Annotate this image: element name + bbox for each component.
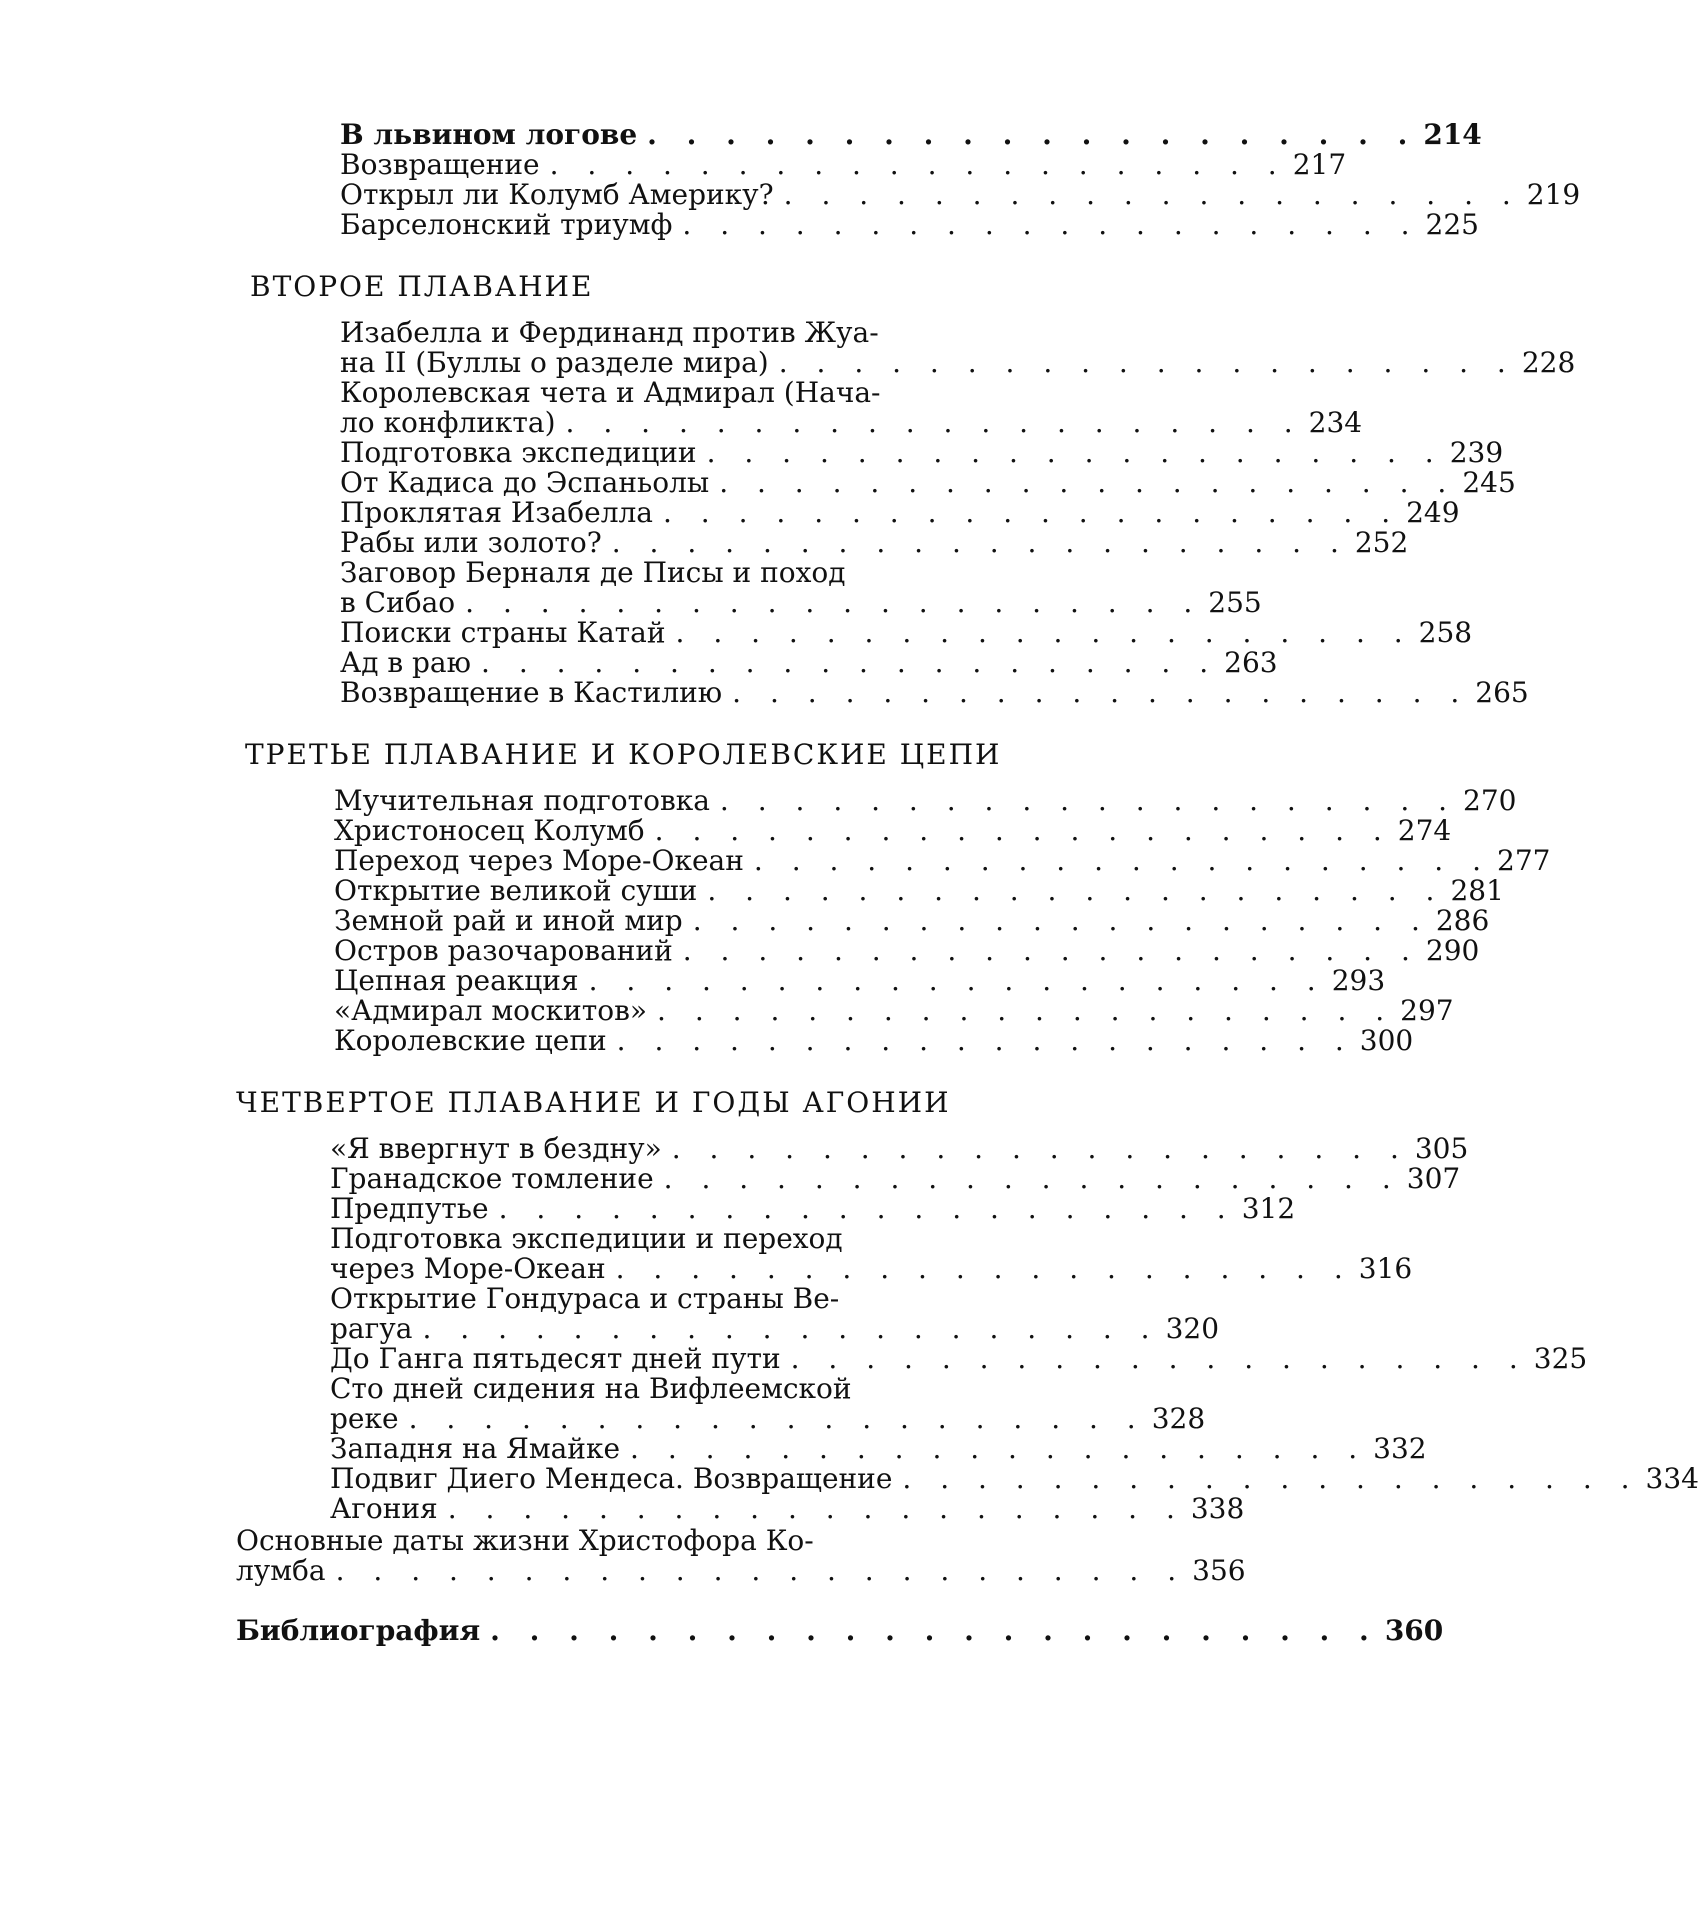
toc-entry: [330, 1404, 970, 1434]
dot-leader: . . . . . . . . . . . . . . . . . . . .: [455, 588, 1208, 618]
toc-entry-page: 297: [1400, 996, 1453, 1026]
dot-leader: . . . . . . . . . . . . . . . . . . . .: [602, 528, 1355, 558]
toc-entry: [340, 468, 980, 498]
dot-leader: . . . . . . . . . . . . . . . . . . . .: [722, 678, 1475, 708]
dot-leader: . . . . . . . . . . . . . . . . . . . .: [744, 846, 1497, 876]
toc-entry: [330, 1164, 970, 1194]
toc-entry-title-line: Подготовка экспедиции и переход: [330, 1224, 843, 1254]
toc-entry-title: Библиография: [236, 1616, 480, 1646]
toc-entry: [330, 1344, 970, 1374]
toc-entry: [330, 1434, 970, 1464]
toc-entry-page: 225: [1426, 210, 1479, 240]
toc-entry-title: через Море-Океан: [330, 1254, 606, 1284]
toc-entry-title: Подготовка экспедиции: [340, 438, 697, 468]
toc-entry: [340, 120, 980, 150]
toc-entry: [340, 438, 980, 468]
toc-entry-title: Гранадское томление: [330, 1164, 654, 1194]
toc-entry-title: Остров разочарований: [334, 936, 673, 966]
toc-entry-page: 305: [1415, 1134, 1468, 1164]
toc-entry-page: 281: [1450, 876, 1503, 906]
dot-leader: . . . . . . . . . . . . . . . . . . . .: [781, 1344, 1534, 1374]
toc-entry-title: Мучительная подготовка: [334, 786, 710, 816]
toc-entry: [340, 528, 980, 558]
toc-entry-title: Христоносец Колумб: [334, 816, 645, 846]
toc-entry-page: 316: [1359, 1254, 1412, 1284]
dot-leader: . . . . . . . . . . . . . . . . . . . . . . .: [326, 1556, 1193, 1586]
dot-leader: . . . . . . . . . . . . . . . . . . . .: [645, 816, 1398, 846]
toc-entry-page: 286: [1436, 906, 1489, 936]
toc-entry-page: 234: [1309, 408, 1362, 438]
toc-entry: [340, 180, 980, 210]
dot-leader: . . . . . . . . . . . . . . . . . . . .: [579, 966, 1332, 996]
toc-entry-page: 320: [1166, 1314, 1219, 1344]
dot-leader: . . . . . . . . . . . . . . . . . . . .: [438, 1494, 1191, 1524]
toc-entry: [340, 588, 980, 618]
dot-leader: . . . . . . . . . . . . . . . . . . . .: [637, 120, 1423, 150]
toc-entry-title-line: Королевская чета и Адмирал (Нача-: [340, 378, 881, 408]
toc-entry-page: 360: [1385, 1616, 1443, 1646]
dot-leader: . . . . . . . . . . . . . . . . . . . .: [769, 348, 1522, 378]
toc-entry-title: До Ганга пятьдесят дней пути: [330, 1344, 781, 1374]
toc-entry: [330, 1254, 970, 1284]
toc-entry-title: Агония: [330, 1494, 438, 1524]
toc-entry-title: рагуа: [330, 1314, 412, 1344]
dot-leader: . . . . . . . . . . . . . . . . . . . .: [662, 1134, 1415, 1164]
toc-entry-page: 274: [1398, 816, 1451, 846]
toc-entry-page: 249: [1406, 498, 1459, 528]
toc-entry-title-line: Изабелла и Фердинанд против Жуа-: [340, 318, 879, 348]
toc-entry-title: Земной рай и иной мир: [334, 906, 683, 936]
dot-leader: . . . . . . . . . . . . . . . . . . . .: [489, 1194, 1242, 1224]
toc-entry: [340, 498, 980, 528]
toc-entry-page: 325: [1534, 1344, 1587, 1374]
dot-leader: . . . . . . . . . . . . . . . . . . . .: [697, 438, 1450, 468]
toc-entry-page: 214: [1423, 120, 1481, 150]
toc-entry: [334, 906, 978, 936]
toc-entry-page: 265: [1475, 678, 1528, 708]
toc-entry-title-line: Сто дней сидения на Вифлеемской: [330, 1374, 852, 1404]
toc-entry: [340, 150, 980, 180]
toc-entry-title: Проклятая Изабелла: [340, 498, 653, 528]
toc-entry-page: 277: [1497, 846, 1550, 876]
dot-leader: . . . . . . . . . . . . . . . . . . . .: [647, 996, 1400, 1026]
toc-entry-title: ло конфликта): [340, 408, 556, 438]
toc-entry-title: Цепная реакция: [334, 966, 579, 996]
toc-entry-page: 293: [1332, 966, 1385, 996]
toc-entry: [340, 210, 980, 240]
toc-entry-title: Открыл ли Колумб Америку?: [340, 180, 774, 210]
toc-entry-title: Поиски страны Катай: [340, 618, 666, 648]
toc-entry-title: Предпутье: [330, 1194, 489, 1224]
toc-entry-page: 239: [1450, 438, 1503, 468]
toc-entry-page: 290: [1426, 936, 1479, 966]
toc-entry-page: 219: [1527, 180, 1580, 210]
toc-entry: [236, 1556, 970, 1586]
toc-entry-page: 217: [1293, 150, 1346, 180]
toc-entry-title-line: Заговор Берналя де Писы и поход: [340, 558, 846, 588]
toc-entry: [334, 816, 978, 846]
toc-entry: [330, 1134, 970, 1164]
toc-entry-title: Королевские цепи: [334, 1026, 607, 1056]
section-heading: ЧЕТВЕРТОЕ ПЛАВАНИЕ И ГОДЫ АГОНИИ: [236, 1088, 951, 1118]
toc-entry: [330, 1464, 970, 1494]
toc-entry-title: Открытие великой суши: [334, 876, 697, 906]
dot-leader: . . . . . . . . . . . . . . . . . . . . . . .: [480, 1616, 1385, 1646]
toc-entry: [340, 618, 980, 648]
toc-entry-title-line: Основные даты жизни Христофора Ко-: [236, 1526, 814, 1556]
dot-leader: . . . . . . . . . . . . . . . . . . . .: [672, 210, 1425, 240]
toc-page: [0, 0, 1200, 1924]
dot-leader: . . . . . . . . . . . . . . . . . . . .: [709, 468, 1462, 498]
dot-leader: . . . . . . . . . . . . . . . . . . . .: [412, 1314, 1165, 1344]
toc-entry-page: 252: [1355, 528, 1408, 558]
toc-entry: [334, 966, 978, 996]
dot-leader: . . . . . . . . . . . . . . . . . . . .: [540, 150, 1293, 180]
toc-entry-page: 312: [1242, 1194, 1295, 1224]
toc-entry: [334, 846, 978, 876]
toc-entry-title: «Я ввергнут в бездну»: [330, 1134, 662, 1164]
toc-entry-title: Западня на Ямайке: [330, 1434, 620, 1464]
toc-entry-title: реке: [330, 1404, 399, 1434]
toc-entry-page: 334: [1646, 1464, 1699, 1494]
section-heading: ВТОРОЕ ПЛАВАНИЕ: [250, 272, 593, 302]
toc-entry-page: 328: [1152, 1404, 1205, 1434]
toc-entry-title: Барселонский триумф: [340, 210, 672, 240]
toc-entry-page: 300: [1360, 1026, 1413, 1056]
toc-entry-page: 258: [1419, 618, 1472, 648]
toc-entry: [334, 1026, 978, 1056]
toc-entry: [340, 678, 980, 708]
toc-entry: [330, 1494, 970, 1524]
toc-entry: [334, 786, 978, 816]
section-heading: ТРЕТЬЕ ПЛАВАНИЕ И КОРОЛЕВСКИЕ ЦЕПИ: [245, 740, 1001, 770]
toc-entry-title: лумба: [236, 1556, 326, 1586]
dot-leader: . . . . . . . . . . . . . . . . . . . .: [607, 1026, 1360, 1056]
toc-entry-title: «Адмирал москитов»: [334, 996, 647, 1026]
dot-leader: . . . . . . . . . . . . . . . . . . . .: [666, 618, 1419, 648]
dot-leader: . . . . . . . . . . . . . . . . . . . .: [892, 1464, 1645, 1494]
toc-entry: [340, 648, 980, 678]
dot-leader: . . . . . . . . . . . . . . . . . . . .: [710, 786, 1463, 816]
toc-entry-title: Ад в раю: [340, 648, 471, 678]
dot-leader: . . . . . . . . . . . . . . . . . . . .: [606, 1254, 1359, 1284]
toc-entry-title: От Кадиса до Эспаньолы: [340, 468, 709, 498]
dot-leader: . . . . . . . . . . . . . . . . . . . .: [683, 906, 1436, 936]
toc-entry-page: 270: [1463, 786, 1516, 816]
toc-entry-title: в Сибао: [340, 588, 455, 618]
dot-leader: . . . . . . . . . . . . . . . . . . . .: [471, 648, 1224, 678]
dot-leader: . . . . . . . . . . . . . . . . . . . .: [556, 408, 1309, 438]
toc-entry-title: Подвиг Диего Мендеса. Возвращение: [330, 1464, 892, 1494]
toc-entry-page: 356: [1192, 1556, 1245, 1586]
toc-entry: [334, 936, 978, 966]
toc-entry-page: 263: [1224, 648, 1277, 678]
toc-entry-page: 307: [1407, 1164, 1460, 1194]
toc-entry-page: 332: [1373, 1434, 1426, 1464]
toc-entry-page: 245: [1462, 468, 1515, 498]
dot-leader: . . . . . . . . . . . . . . . . . . . .: [673, 936, 1426, 966]
toc-entry-page: 255: [1208, 588, 1261, 618]
toc-entry: [236, 1616, 970, 1646]
dot-leader: . . . . . . . . . . . . . . . . . . . .: [653, 498, 1406, 528]
dot-leader: . . . . . . . . . . . . . . . . . . . .: [654, 1164, 1407, 1194]
toc-entry: [334, 876, 978, 906]
toc-entry-title: Переход через Море-Океан: [334, 846, 744, 876]
toc-entry: [330, 1314, 970, 1344]
dot-leader: . . . . . . . . . . . . . . . . . . . .: [399, 1404, 1152, 1434]
toc-entry-page: 228: [1522, 348, 1575, 378]
toc-entry: [330, 1194, 970, 1224]
toc-entry-title: В львином логове: [340, 120, 637, 150]
toc-entry-title: Возвращение в Кастилию: [340, 678, 722, 708]
toc-entry: [340, 348, 980, 378]
dot-leader: . . . . . . . . . . . . . . . . . . . .: [697, 876, 1450, 906]
toc-entry-title: Рабы или золото?: [340, 528, 602, 558]
toc-entry: [334, 996, 978, 1026]
dot-leader: . . . . . . . . . . . . . . . . . . . .: [620, 1434, 1373, 1464]
toc-entry-title: Возвращение: [340, 150, 540, 180]
toc-entry-title-line: Открытие Гондураса и страны Ве-: [330, 1284, 839, 1314]
dot-leader: . . . . . . . . . . . . . . . . . . . .: [774, 180, 1527, 210]
toc-entry-title: на II (Буллы о разделе мира): [340, 348, 769, 378]
toc-entry-page: 338: [1191, 1494, 1244, 1524]
toc-entry: [340, 408, 980, 438]
